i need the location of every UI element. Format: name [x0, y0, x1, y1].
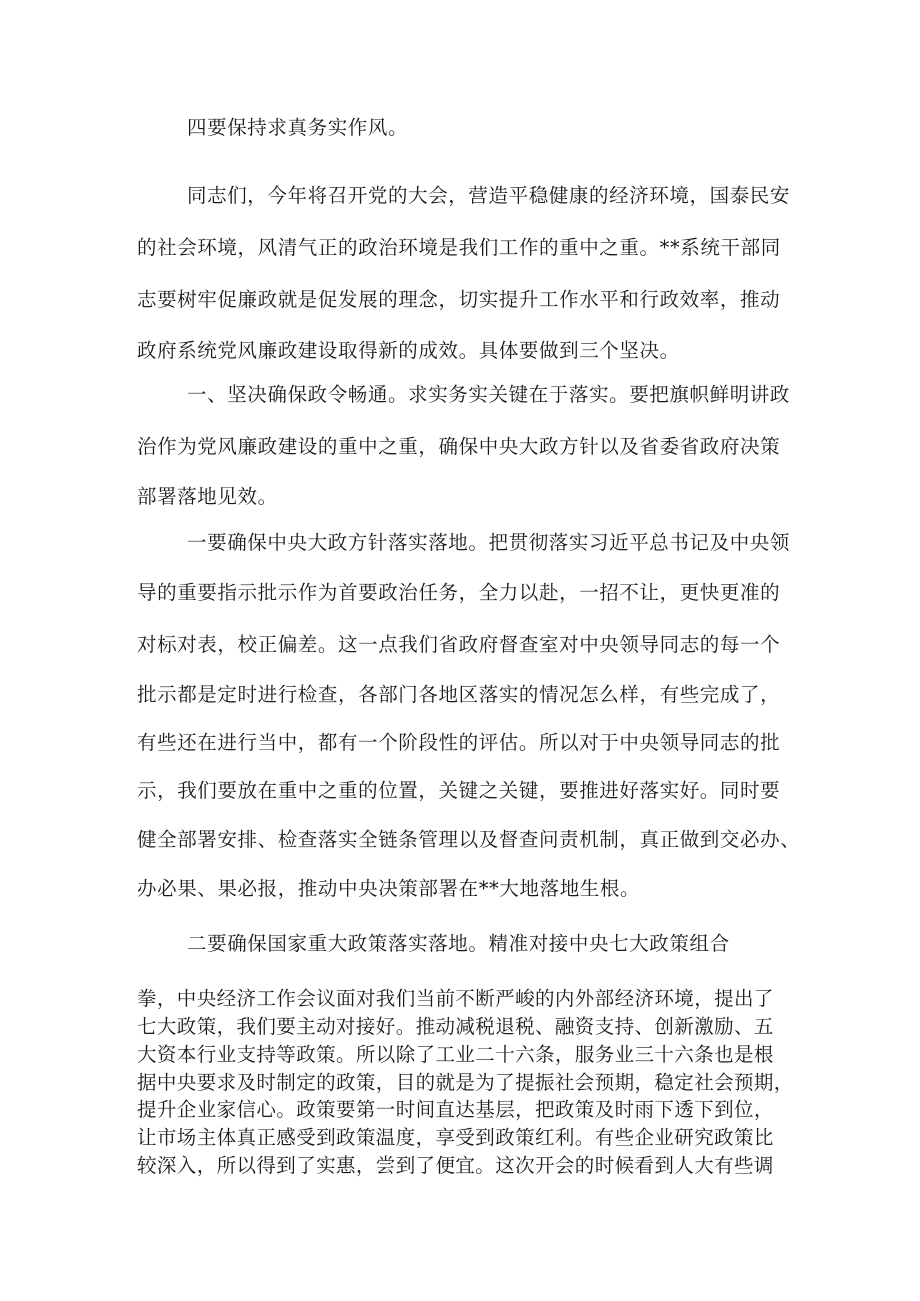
paragraph-line: 一要确保中央大政方针落实落地。把贯彻落实习近平总书记及中央领: [187, 531, 791, 554]
paragraph-line: 健全部署安排、检查落实全链条管理以及督查问责机制，真正做到交必办、: [137, 828, 801, 851]
section-heading: 四要保持求真务实作风。: [187, 116, 409, 139]
paragraph-line: 办必果、果必报，推动中央决策部署在**大地落地生根。: [137, 877, 641, 900]
paragraph-line: 据中央要求及时制定的政策，目的就是为了提振社会预期，稳定社会预期，: [137, 1071, 794, 1094]
paragraph-line: 志要树牢促廉政就是促发展的理念，切实提升工作水平和行政效率，推动: [137, 288, 781, 311]
paragraph-line: 大资本行业支持等政策。所以除了工业二十六条，服务业三十六条也是根: [137, 1043, 774, 1066]
paragraph-line: 对标对表，校正偏差。这一点我们省政府督查室对中央领导同志的每一个: [137, 633, 781, 656]
paragraph-line: 七大政策，我们要主动对接好。推动减税退税、融资支持、创新激励、五: [137, 1015, 774, 1038]
paragraph-line: 二要确保国家重大政策落实落地。精准对接中央七大政策组合: [187, 932, 730, 955]
paragraph-line: 治作为党风廉政建设的重中之重，确保中央大政方针以及省委省政府决策: [137, 435, 781, 458]
paragraph-line: 较深入，所以得到了实惠，尝到了便宜。这次开会的时候看到人大有些调: [137, 1154, 774, 1177]
paragraph-line: 让市场主体真正感受到政策温度，享受到政策红利。有些企业研究政策比: [137, 1126, 774, 1149]
paragraph-line: 的社会环境，风清气正的政治环境是我们工作的重中之重。**系统干部同: [137, 236, 781, 259]
paragraph-line: 示，我们要放在重中之重的位置，关键之关键，要推进好落实好。同时要: [137, 779, 781, 802]
paragraph-line: 导的重要指示批示作为首要政治任务，全力以赴，一招不让，更快更准的: [137, 581, 781, 604]
paragraph-line: 拳，中央经济工作会议面对我们当前不断严峻的内外部经济环境，提出了: [137, 987, 774, 1010]
paragraph-line: 有些还在进行当中，都有一个阶段性的评估。所以对于中央领导同志的批: [137, 731, 781, 754]
paragraph-line: 批示都是定时进行检查，各部门各地区落实的情况怎么样，有些完成了，: [137, 683, 781, 706]
paragraph-line: 一、坚决确保政令畅通。求实务实关键在于落实。要把旗帜鲜明讲政: [187, 383, 791, 406]
paragraph-line: 同志们，今年将召开党的大会，营造平稳健康的经济环境，国泰民安: [187, 184, 791, 207]
paragraph-line: 提升企业家信心。政策要第一时间直达基层，把政策及时雨下透下到位，: [137, 1098, 774, 1121]
paragraph-line: 政府系统党风廉政建设取得新的成效。具体要做到三个坚决。: [137, 339, 680, 362]
paragraph-line: 部署落地见效。: [137, 485, 278, 508]
